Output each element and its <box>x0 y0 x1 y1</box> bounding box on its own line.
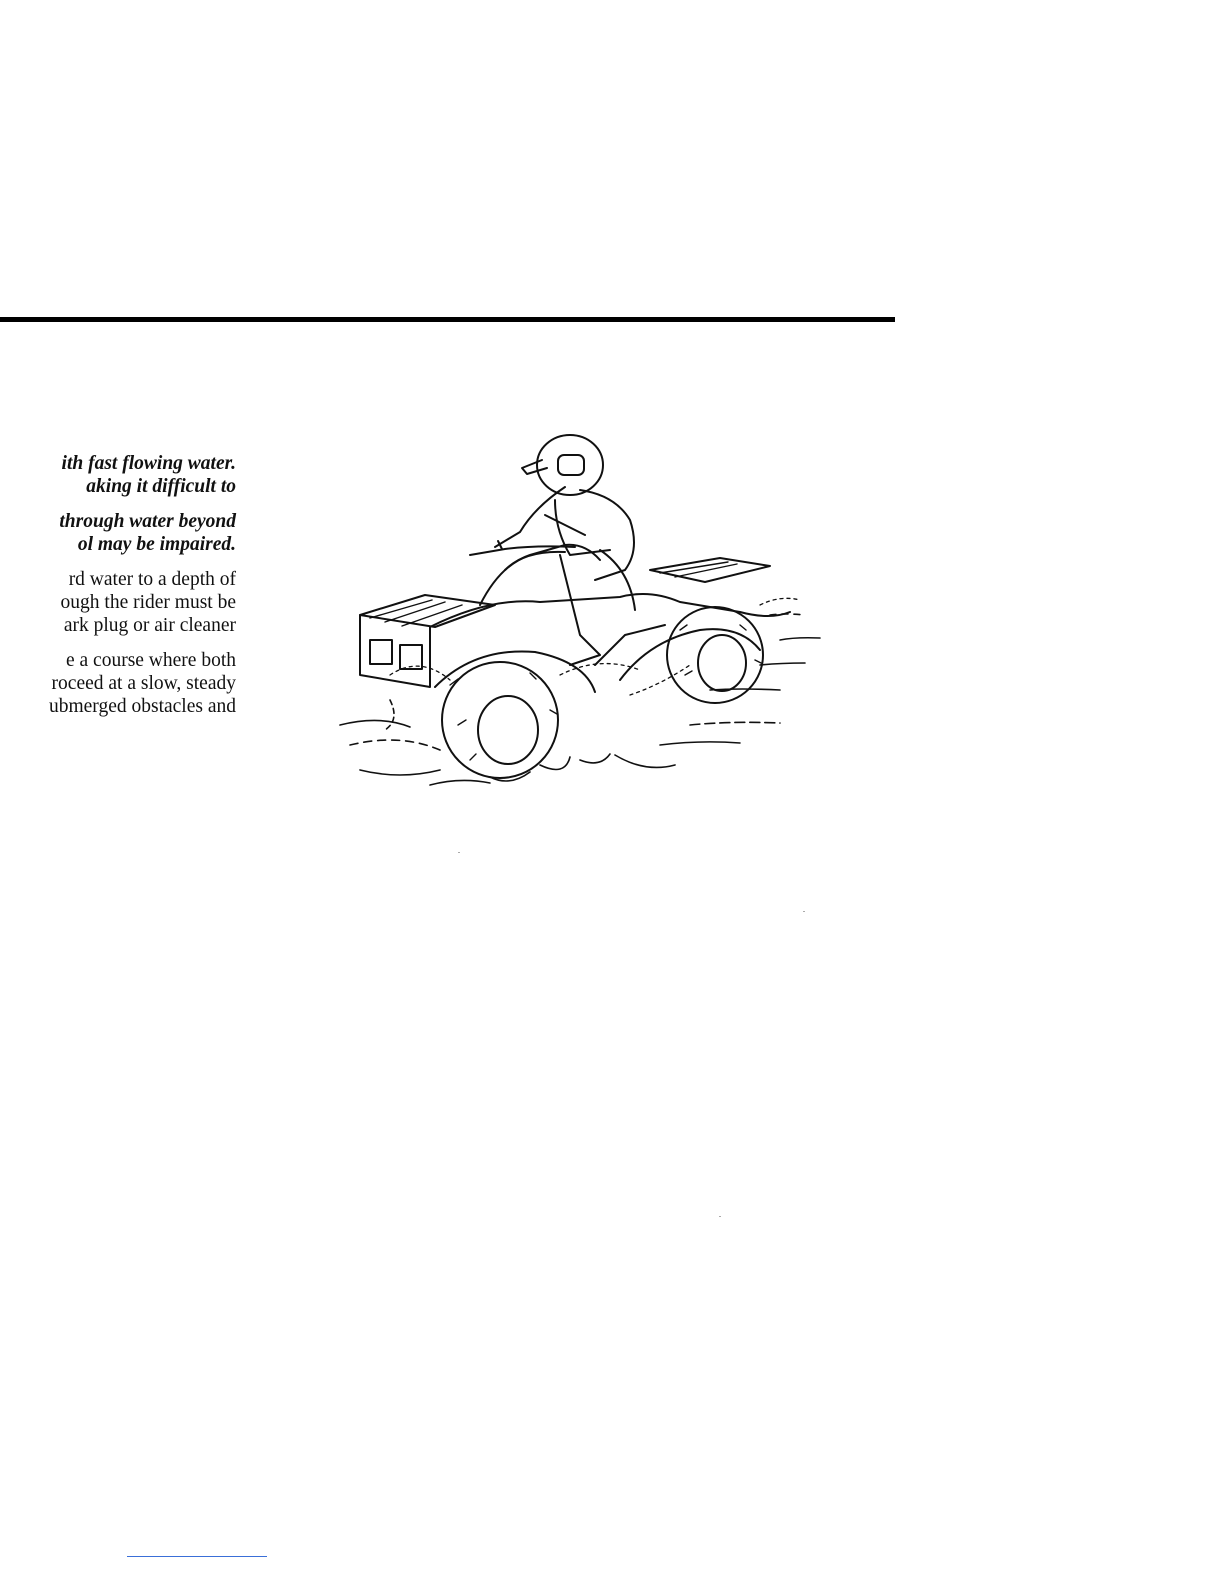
rear-wheel-icon <box>667 607 763 703</box>
warning-block-1 <box>0 452 236 498</box>
rider-icon <box>495 435 635 665</box>
atv-body-icon <box>430 545 790 692</box>
text-line: ark plug or air cleaner <box>63 615 236 636</box>
paragraph-2 <box>0 649 236 718</box>
text-line: ith fast flowing water. <box>61 453 236 474</box>
scan-speck <box>803 911 805 912</box>
text-line: ol may be impaired. <box>77 534 236 555</box>
scan-speck <box>719 1216 721 1217</box>
paragraph-1 <box>0 568 236 637</box>
front-wheel-icon <box>442 662 558 778</box>
text-line: through water beyond <box>59 511 236 532</box>
text-line: roceed at a slow, steady <box>51 673 236 694</box>
text-line: e a course where both <box>65 650 236 671</box>
warning-block-2 <box>0 510 236 556</box>
text-column <box>0 452 236 718</box>
rear-rack-icon <box>650 558 770 582</box>
text-line: ough the rider must be <box>60 592 236 613</box>
footer-link-underline[interactable] <box>127 1556 267 1557</box>
scan-speck <box>458 852 460 853</box>
handlebar-icon <box>470 541 575 555</box>
text-line: aking it difficult to <box>86 476 236 497</box>
atv-water-crossing-illustration <box>330 425 840 810</box>
text-line: rd water to a depth of <box>68 569 236 590</box>
text-line: ubmerged obstacles and <box>48 696 236 717</box>
section-rule <box>0 317 895 322</box>
